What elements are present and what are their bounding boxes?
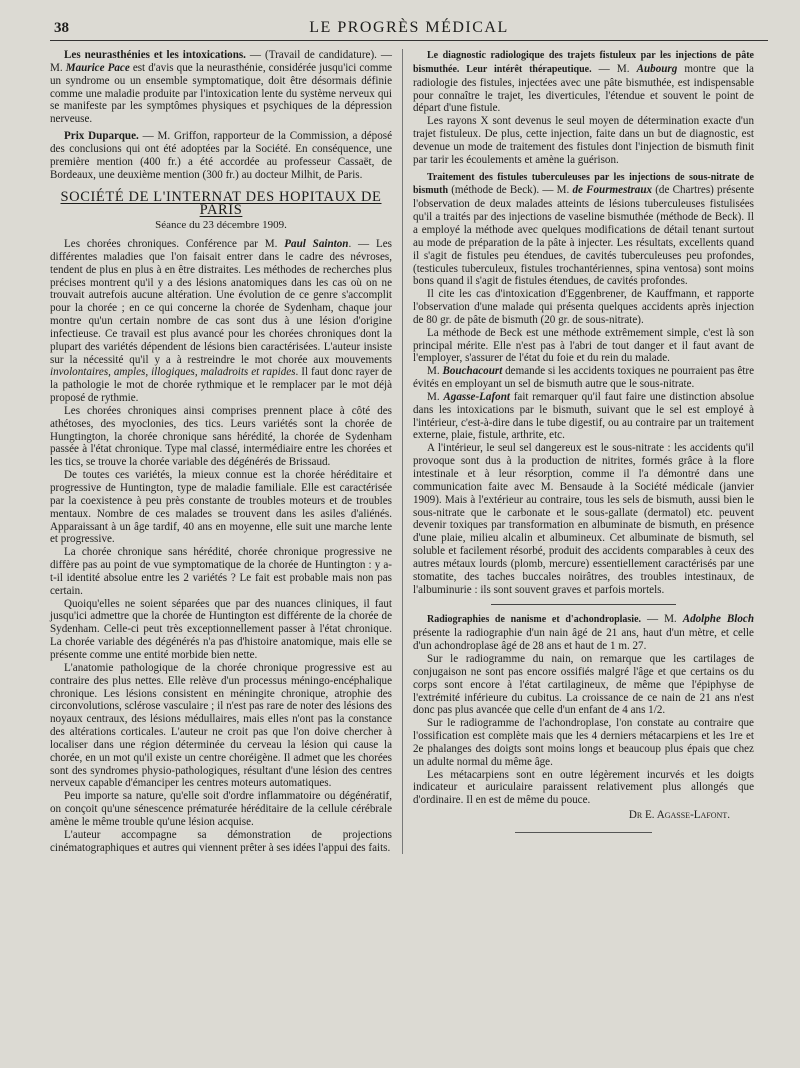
- paragraph: Peu importe sa nature, qu'elle soit d'ordre inflammatoire ou dégénératif, on conçoit qu'une sénescence prématurée héréditaire de la cellule cérébrale amène le même trouble qu'une lésion acquise.: [50, 790, 392, 828]
- text-run: fait remarquer qu'il faut faire une distinction absolue dans les intoxications par le bismuth, suivant que le sel est employé à l'intérieur, c'est-à-dire dans le tube digestif, ou au contraire par un traitement externe, plaie, fistule, arthrite, etc.: [413, 390, 754, 442]
- paragraph: Quoiqu'elles ne soient séparées que par des nuances cliniques, il faut jusqu'ici admettre que la chorée de Huntington est différente de la chorée de Sydenham. Celle-ci peut très exceptionnellement passer à l'état chronique. La chorée variable des dégénérés n'a pas d'histoire anatomique, mais elle se présente comme une entité morbide bien nette.: [50, 597, 392, 661]
- paragraph: A l'intérieur, le seul sel dangereux est le sous-nitrate : les accidents qu'il provoque sont dus à la production de nitrites, formés grâce à la flore intestinale et à leur résorption, comme il l'a démontré dans une communication faite avec M. Bensaude à la Société médicale (janvier 1909). Mais à l'extérieur au contraire, tous les sels de bismuth, aussi bien le sous-nitrate que le carbonate et le sous-gallate (dermatol) etc. peuvent devenir toxiques par transformation en albuminate de bismuth, en présence d'une plaie, milieu alcalin et albumineux. Cet albuminate de bismuth, sel soluble et facilement résorbé, produit des accidents comparables à ceux des autres métaux lourds (plomb, mercure) essentiellement caractérisés par une stomatite, des taches buccales noirâtres, des troubles intestinaux, de l'albuminurie : ils sont souvent graves et parfois mortels.: [413, 442, 754, 596]
- page-header: [50, 14, 768, 41]
- running-title: LE PROGRÈS MÉDICAL: [309, 19, 509, 36]
- article-title: Prix Duparque.: [64, 130, 139, 143]
- paragraph: L'auteur accompagne sa démonstration de projections cinématographiques et autres qui viennent prêter à ses idées l'appui des faits.: [50, 828, 392, 854]
- society-title: SOCIÉTÉ DE L'INTERNAT DES HOPITAUX DE PARIS: [60, 189, 382, 219]
- text-run: (méthode de Beck). — M.: [448, 184, 573, 197]
- paragraph: L'anatomie pathologique de la chorée chronique progressive est au contraire des plus nettes. Elle relève d'un processus méningo-encéphalique chronique. Les lésions consistent en méningite chronique, atrophie des circonvolutions, sclérose vasculaire ; il n'est pas rare de noter des lésions des noyaux centraux, des lésions médullaires, mais elles n'ont pas la constance des altérations corticales. L'auteur ne croit pas que l'on doive chercher à localiser dans une région déterminée du cerveau la lésion qui cause la chorée, en un mot qu'il existe un centre choréigène. Il admet que les chorées sont des syndromes physio-pathologiques, résultant d'une lésion des centres nerveux capable d'émanciper les centres moteurs automatiques.: [50, 661, 392, 790]
- paragraph: Sur le radiogramme du nain, on remarque que les cartilages de conjugaison ne sont pas encore ossifiés malgré l'âge et que certains os du corps sont encore à l'état cartilagineux, de même que l'épiphyse de l'extrémité inférieure du cubitus. La croissance de ce nain de 21 ans n'est donc pas plus avancée que celle d'un enfant de 4 ans 1/2.: [413, 652, 754, 717]
- text-run: — M.: [591, 62, 637, 75]
- paragraph: De toutes ces variétés, la mieux connue est la chorée héréditaire et progressive de Huntington, type de maladie familiale. Elle est caractérisée par la coexistence à peu près constante de troubles moteurs et de troubles mentaux. Nombre de ces malades se trouvent dans les asiles d'aliénés. Apparaissant à un âge tardif, 40 ans en moyenne, elle suit une marche lente et progressive.: [50, 469, 392, 546]
- session-date: Séance du 23 décembre 1909.: [155, 219, 287, 232]
- text-run: montre que la radiologie des fistules, injectées avec une pâte bismuthée, est indispensable pour connaître le trajet, les diverticules, l'étendue et souvent le point de départ d'une fistule.: [413, 62, 754, 115]
- article-title: Le diagnostic radiologique des trajets fistuleux par les injections de pâte bismuthée. Leur intérêt thérapeutique.: [413, 50, 754, 75]
- paragraph: Les chorées chroniques ainsi comprises prennent place à côté des athétoses, des myoclonies, des tics. Leurs variétés sont la chorée de Hungtington, la chorée chronique sans hérédité, la chorée de Sydenham passée à l'état chronique. Type mal classé, intermédiaire entre les chorées et les tics, se trouve la chorée variable des dégénérés de Brissaud.: [50, 404, 392, 469]
- author-name: Aubourg: [636, 62, 678, 75]
- text-run: M.: [427, 390, 444, 403]
- author-signature: Dr E. Agasse-Lafont.: [628, 809, 730, 822]
- author-name: Maurice Pace: [65, 61, 130, 74]
- paragraph: [413, 613, 754, 653]
- author-name: Bouchacourt: [442, 365, 503, 378]
- paragraph: [50, 49, 392, 126]
- paragraph: Sur le radiogramme de l'achondroplase, l'on constate au contraire que l'ossification est complète mais que les 4 derniers métacarpiens et les 1re et 2e phalanges des doigts sont moins longs et beaucoup plus épais que chez un adulte normal du même âge.: [413, 717, 754, 768]
- author-name: Agasse-Lafont: [443, 390, 510, 403]
- paragraph: [413, 171, 754, 289]
- author-name: Paul Sainton: [284, 237, 349, 250]
- paragraph: [50, 238, 392, 405]
- text-run: M.: [427, 365, 443, 378]
- author-name: Adolphe Bloch: [682, 613, 754, 626]
- page-number: 38: [54, 20, 69, 36]
- paragraph: La chorée chronique sans hérédité, chorée chronique progressive ne diffère pas au point de vue symptomatique de la chorée de Huntington : y a-t-il identité absolue entre les 2 variétés ? Le fait est probable mais non pas certain.: [50, 546, 392, 597]
- paragraph: [50, 130, 392, 181]
- two-column-body: [50, 49, 768, 854]
- paragraph: La méthode de Beck est une méthode extrêmement simple, c'est là son principal mérite. Elle n'est pas à l'abri de tout danger et il faut avant de l'employer, s'assurer de l'état du foie et du rein du malade.: [413, 326, 754, 365]
- article-title: Traitement des fistules tuberculeuses par les injections de sous-nitrate de bismuth: [413, 171, 754, 197]
- text-run: est d'avis que la neurasthénie, considérée jusqu'ici comme un syndrome ou un ensemble symptomatique, doit être désormais définie comme une maladie produite par l'intoxication lente du système nerveux qui se manifeste par les symptômes physiques et psychiques de la dépression nerveuse.: [50, 61, 392, 126]
- paragraph: Il cite les cas d'intoxication d'Eggenbrener, de Kauffmann, et rapporte l'observation d'une malade qui présenta quelques accidents après injection de 80 gr. de pâte de bismuth (20 gr. de sous-nitrate).: [413, 288, 754, 326]
- end-rule: [515, 832, 651, 833]
- text-run: Les chorées chroniques. Conférence par M.: [64, 237, 285, 250]
- article-title: Les neurasthénies et les intoxications.: [64, 49, 246, 61]
- right-column: [402, 49, 754, 854]
- paragraph: [413, 365, 754, 391]
- article-title: Radiographies de nanisme et d'achondroplasie.: [427, 614, 642, 626]
- paragraph: [413, 391, 754, 442]
- paragraph: Les rayons X sont devenus le seul moyen de détermination exacte d'un trajet fistuleux. De plus, cette injection, faite dans un but de diagnostic, est devenue un mode de traitement des fistules dont l'injection de bismuth finit par tarir les écoulements et amène la guérison.: [413, 115, 754, 166]
- text-run: présente la radiographie d'un nain âgé de 21 ans, haut d'un mètre, et celle d'un achondroplase âgé de 28 ans et haut de 1 m. 27.: [413, 627, 754, 653]
- paragraph: Les métacarpiens sont en outre légèrement incurvés et les doigts indicateur et auriculaire paraissent relativement plus allongés que d'ordinaire. Il en est de même du pouce.: [413, 768, 754, 807]
- text-run: (de Chartres) présente l'observation de deux malades atteints de lésions tuberculeuses fistulisées qu'il a traités par des injections de vaseline bismuthée (méthode de Beck). Il a employé la méthode avec quelques modifications de détail tenant surtout au mode de préparation de la pâte à injecter. Les résultats, excellents quand il s'agit de fistules peu étendues, de cavités tuberculeuses peu profondes, (testicules tuberculeux, fistules trochantériennes, spina ventosa) sont moins bons quand il s'agit de fistules étendues, de cavités profondes.: [413, 184, 754, 288]
- text-run: . Il faut donc rayer de la pathologie le mot de chorée rythmique et le remplacer par le mot déjà proposé de rythmie.: [50, 366, 393, 405]
- left-column: [50, 49, 402, 854]
- text-run: — (Travail de candidature). — M.: [50, 49, 393, 74]
- text-run: — M. Griffon, rapporteur de la Commission, a déposé des conclusions qui ont été adoptées par la Société. En conséquence, une première mention (400 fr.) a été accordée au professeur Cassaët, de Bordeaux, une deuxième mention (300 fr.) au docteur Milhit, de Paris.: [50, 130, 392, 181]
- text-run: demande si les accidents toxiques ne pourraient pas être évités en employant un sel de bismuth autre que le sous-nitrate.: [413, 365, 754, 391]
- author-name: de Fourmestraux: [572, 184, 653, 197]
- italic-run: involontaires, amples, illogiques, maladroits et rapides: [50, 366, 296, 379]
- paragraph: [413, 49, 754, 115]
- text-run: — M.: [641, 613, 683, 626]
- section-divider: [491, 604, 675, 605]
- text-run: . — Les différentes maladies que l'on faisait entrer dans le cadre des névroses, tendent de plus en plus à en être distraites. Les méthodes de recherches plus précises montrent qu'il y a des lésions anatomiques dans les cas où on ne trouvait autrefois aucune altération. Une évolution de ce genre s'accomplit pour la chorée ; en ce qui concerne la chorée de Sydenham, chaque jour montre qu'un certain nombre de cas sont dus à une lésion d'origine infectieuse. Ce travail est plus avancé pour les chorées chroniques dont la plupart des variétés dépendent de lésions bien caractérisées. L'auteur insiste sur la nécessité qu'il y a à restreindre le mot chorée aux mouvements: [50, 237, 392, 366]
